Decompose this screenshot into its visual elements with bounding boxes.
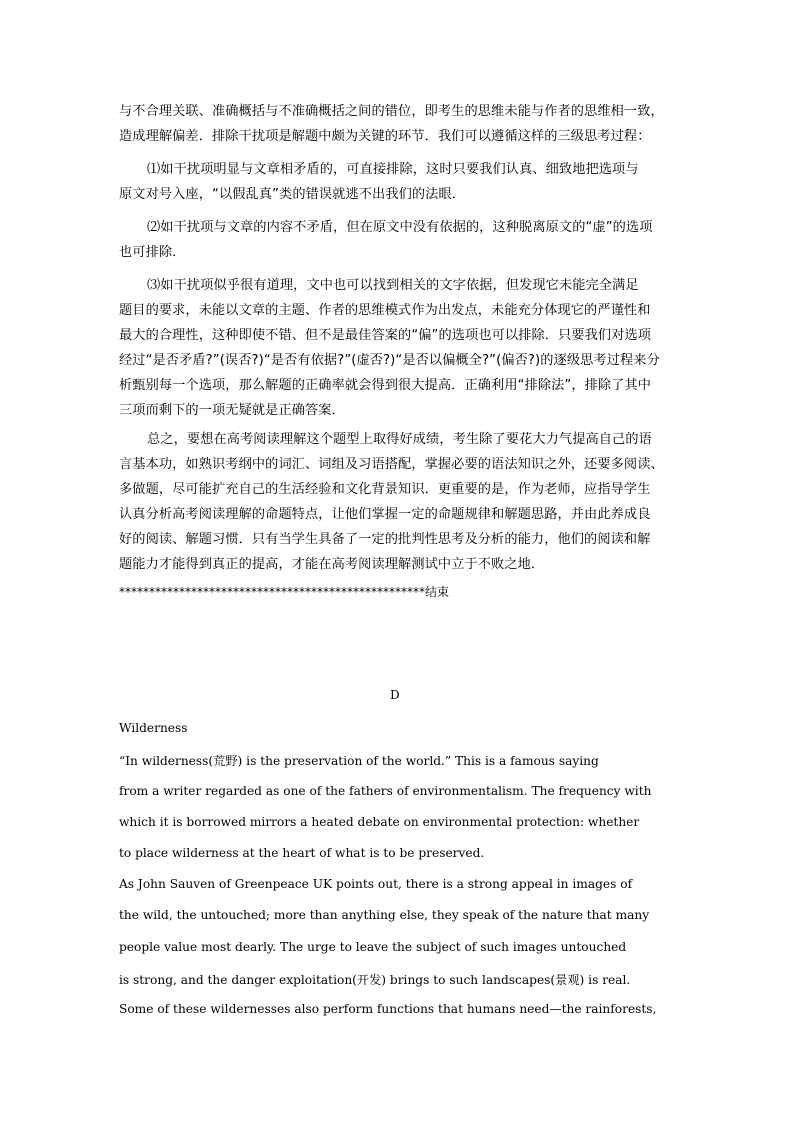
paragraph-line: 认真分析高考阅读理解的命题特点，让他们掌握一定的命题规律和解题思路，并由此养成良	[119, 507, 651, 522]
step-3-paragraph	[119, 273, 689, 423]
paragraph-line: 经过“是否矛盾?”(误否?)“是否有依据?”(虚否?)“是否以偏概全?”(偏否?)的逐级思考过程来分	[119, 353, 660, 368]
paragraph-line: 题能力才能得到真正的提高，才能在高考阅读理解测试中立于不败之地．	[119, 557, 545, 572]
step-2-paragraph	[119, 215, 689, 265]
paragraph-line: 多做题，尽可能扩充自己的生活经验和文化背景知识．更重要的是，作为老师，应指导学生	[119, 482, 651, 497]
paragraph-line: ⑵如干扰项与文章的内容不矛盾，但在原文中没有依据的，这种脱离原文的“虚”的选项	[147, 220, 653, 235]
paragraph-line: 造成理解偏差．排除干扰项是解题中颇为关键的环节．我们可以遵循这样的三级思考过程：	[119, 129, 651, 144]
paragraph-line: 原文对号入座，“以假乱真”类的错误就逃不出我们的法眼．	[119, 187, 466, 202]
passage-line: the wild, the untouched; more than anything else, they speak of the nature that many	[119, 908, 650, 922]
passage-line: “In wilderness(荒野) is the preservation of the world.” This is a famous saying	[119, 754, 599, 768]
passage-line: which it is borrowed mirrors a heated debate on environmental protection: whether	[119, 815, 640, 829]
paragraph-line: 言基本功，如熟识考纲中的词汇、词组及习语搭配，掌握必要的语法知识之外，还要多阅读、	[119, 457, 664, 472]
paragraph-line: 析甄别每一个选项，那么解题的正确率就会得到很大提高．正确利用“排除法”，排除了其中	[119, 378, 652, 393]
paragraph-line: 三项而剩下的一项无疑就是正确答案．	[119, 403, 345, 418]
paragraph-line: ⑴如干扰项明显与文章相矛盾的，可直接排除，这时只要我们认真、细致地把选项与	[147, 162, 639, 177]
paragraph-line: 题目的要求，未能以文章的主题、作者的思维模式作为出发点，未能充分体现它的严谨性和	[119, 303, 651, 318]
passage-line: Some of these wildernesses also perform functions that humans need—the rainforests,	[119, 1002, 657, 1016]
intro-paragraph	[119, 99, 689, 149]
summary-paragraph	[119, 427, 689, 577]
passage-title: Wilderness	[119, 721, 188, 735]
passage-line: is strong, and the danger exploitation(开发) brings to such landscapes(景观) is real.	[119, 973, 631, 987]
paragraph-line: 总之，要想在高考阅读理解这个题型上取得好成绩，考生除了要花大力气提高自己的语	[147, 432, 652, 447]
passage-line: to place wilderness at the heart of what is to be preserved.	[119, 846, 485, 860]
passage-line: As John Sauven of Greenpeace UK points out, there is a strong appeal in images of	[119, 877, 633, 891]
paragraph-line: 最大的合理性，这种即使不错、但不是最佳答案的“偏”的选项也可以排除．只要我们对选项	[119, 328, 652, 343]
end-marker: ***************************************************结束	[119, 585, 450, 599]
paragraph-line: 好的阅读、解题习惯．只有当学生具备了一定的批判性思考及分析的能力，他们的阅读和解	[119, 532, 651, 547]
section-letter: D	[390, 688, 400, 702]
passage-line: from a writer regarded as one of the fathers of environmentalism. The frequency with	[119, 784, 652, 798]
passage-line: people value most dearly. The urge to leave the subject of such images untouched	[119, 940, 627, 954]
paragraph-line: 与不合理关联、准确概括与不准确概括之间的错位，即考生的思维未能与作者的思维相一致，	[119, 104, 664, 119]
step-1-paragraph	[119, 157, 689, 207]
paragraph-line: ⑶如干扰项似乎很有道理，文中也可以找到相关的文字依据，但发现它未能完全满足	[147, 278, 639, 293]
paragraph-line: 也可排除．	[119, 245, 186, 260]
